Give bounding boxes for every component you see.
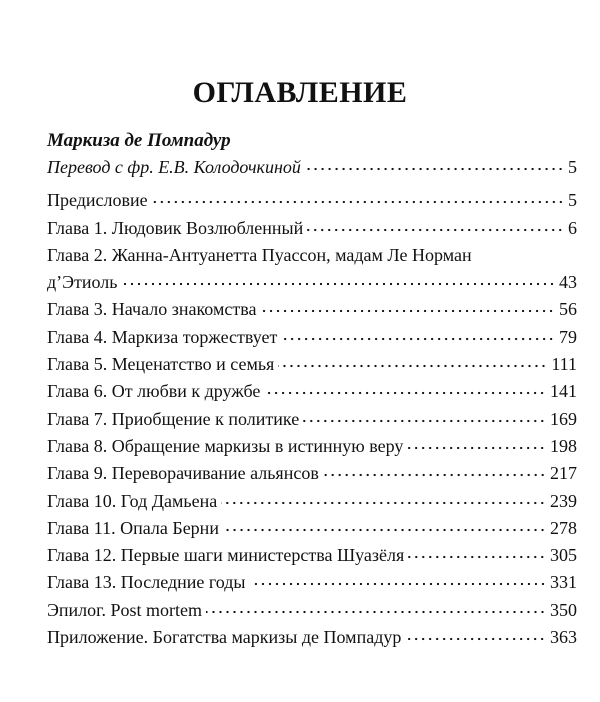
dot-leader [281, 323, 555, 341]
dot-leader [223, 514, 546, 532]
toc-entry-chapter-8[interactable] [47, 433, 577, 460]
toc-entry-label: Глава 8. Обращение маркизы в истинную веру [47, 435, 404, 456]
toc-entry-page: 278 [550, 517, 577, 538]
dot-leader [307, 214, 564, 232]
dot-leader [250, 568, 546, 586]
toc-entry-chapter-1[interactable] [47, 215, 577, 242]
dot-leader [405, 623, 546, 641]
toc-entry-label: Глава 3. Начало знакомства [47, 299, 257, 320]
toc-entry-chapter-12[interactable] [47, 542, 577, 569]
toc-entry-page: 6 [568, 217, 577, 238]
toc-entry-chapter-11[interactable] [47, 515, 577, 542]
toc-entry-label: Глава 9. Переворачивание альянсов [47, 463, 319, 484]
toc-entry-page: 79 [559, 326, 577, 347]
dot-leader [408, 541, 546, 559]
dot-leader [278, 350, 547, 368]
toc-entry-appendix[interactable] [47, 624, 577, 651]
toc-entry-label: Глава 13. Последние годы [47, 572, 246, 593]
toc-entry-label: Глава 7. Приобщение к политике [47, 408, 300, 429]
toc-entry-label-line1: Глава 2. Жанна-Антуанетта Пуассон, мадам Ле Норман [47, 244, 472, 265]
toc-entry-page: 350 [550, 599, 577, 620]
toc-entry-label: Эпилог. Post mortem [47, 599, 202, 620]
toc-list [47, 128, 577, 651]
toc-entry-page: 363 [550, 627, 577, 648]
toc-entry-page: 56 [559, 299, 577, 320]
dot-leader [303, 405, 546, 423]
toc-entry-label: Глава 10. Год Дамьена [47, 490, 218, 511]
toc-entry-page: 111 [551, 354, 577, 375]
toc-entry-label: Глава 4. Маркиза торжествует [47, 326, 278, 347]
toc-entry-label: Глава 6. От любви к дружбе [47, 381, 261, 402]
toc-entry-chapter-5[interactable] [47, 351, 577, 378]
dot-leader [305, 153, 564, 171]
toc-entry-page: 331 [550, 572, 577, 593]
toc-heading: ОГЛАВЛЕНИЕ [192, 76, 408, 109]
toc-entry-page: 5 [568, 190, 577, 211]
toc-entry-chapter-6[interactable] [47, 378, 577, 405]
toc-entry-page: 217 [550, 463, 577, 484]
toc-entry-chapter-9[interactable] [47, 460, 577, 487]
toc-entry-page: 43 [559, 272, 577, 293]
toc-entry-page: 239 [550, 490, 577, 511]
book-title: Маркиза де Помпадур [47, 130, 231, 151]
toc-entry-label: Перевод с фр. Е.В. Колодочкиной [47, 157, 301, 177]
dot-leader [221, 487, 546, 505]
dot-leader [206, 596, 546, 614]
dot-leader [407, 432, 546, 450]
toc-entry-epilogue[interactable] [47, 597, 577, 624]
toc-entry-label: Глава 5. Меценатство и семья [47, 354, 275, 375]
dot-leader [152, 186, 564, 204]
toc-entry-translator[interactable] [47, 154, 577, 181]
toc-entry-page: 305 [550, 545, 577, 566]
toc-entry-page: 169 [550, 408, 577, 429]
dot-leader [264, 377, 546, 395]
toc-entry-page: 141 [550, 381, 577, 402]
toc-entry-chapter-13[interactable] [47, 569, 577, 596]
toc-entry-page: 5 [568, 157, 577, 177]
toc-entry-chapter-2[interactable] [47, 242, 577, 297]
toc-entry-label: Приложение. Богатства маркизы де Помпадур [47, 627, 402, 648]
toc-entry-page: 198 [550, 435, 577, 456]
toc-entry-chapter-3[interactable] [47, 296, 577, 323]
toc-entry-label: Глава 12. Первые шаги министерства Шуазёля [47, 545, 405, 566]
dot-leader [260, 295, 555, 313]
toc-entry-chapter-7[interactable] [47, 406, 577, 433]
toc-entry-label: Предисловие [47, 190, 148, 211]
toc-entry-label: д’Этиоль [47, 272, 118, 293]
dot-leader [323, 459, 546, 477]
toc-entry-label: Глава 1. Людовик Возлюбленный [47, 217, 304, 238]
toc-entry-chapter-10[interactable] [47, 488, 577, 515]
toc-entry-label: Глава 11. Опала Берни [47, 517, 219, 538]
toc-entry-chapter-4[interactable] [47, 324, 577, 351]
toc-entry-preface[interactable] [47, 187, 577, 214]
dot-leader [122, 268, 556, 286]
